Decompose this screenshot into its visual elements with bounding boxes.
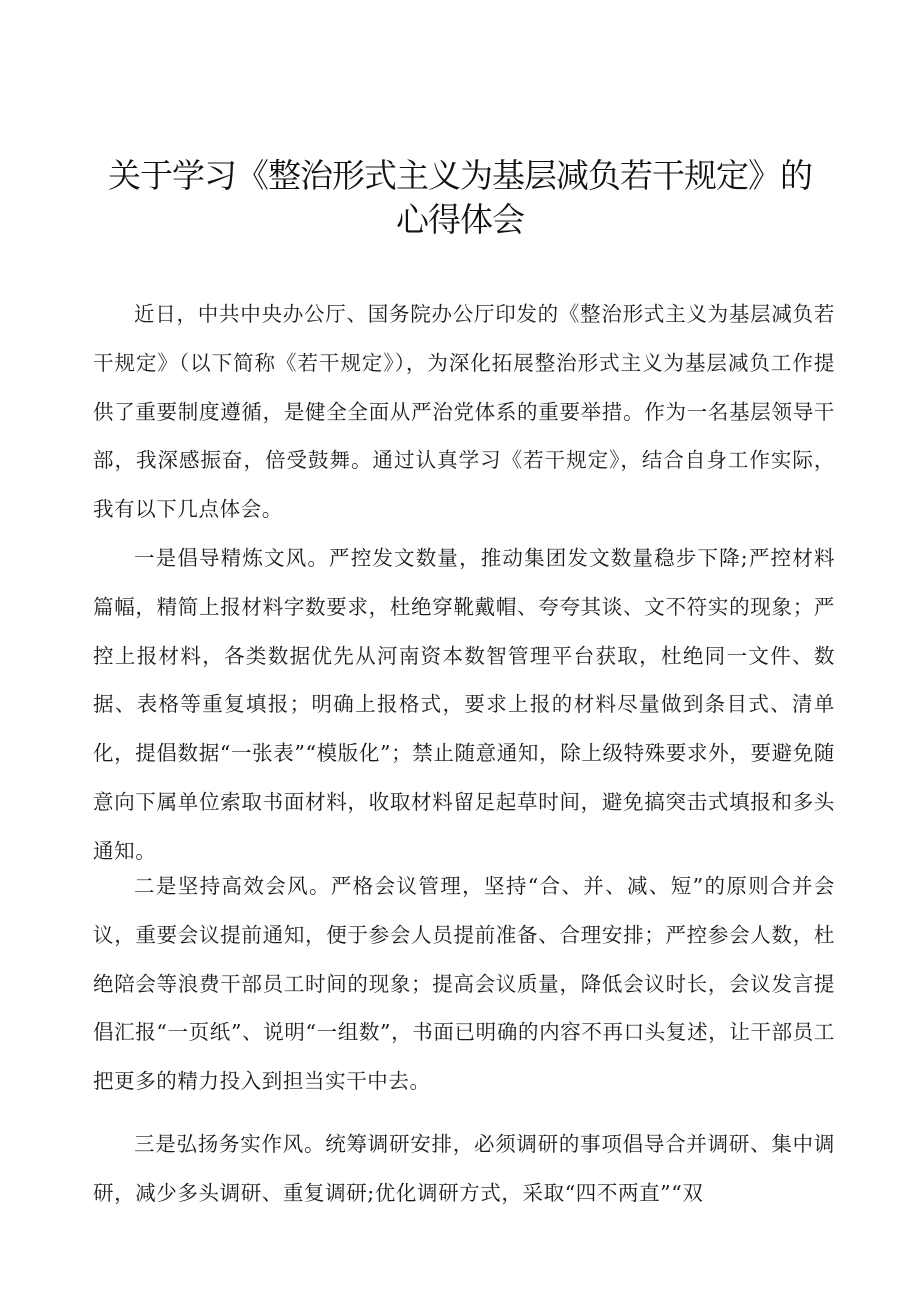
paragraph-writing-style: 一是倡导精炼文风。严控发文数量，推动集团发文数量稳步下降;严控材料篇幅，精简上报材料字数要求，杜绝穿靴戴帽、夸夸其谈、文不符实的现象；严控上报材料，各类数据优先从河南资本数智管理平台获取，杜绝同一文件、数据、表格等重复填报；明确上报格式，要求上报的材料尽量做到条目式、清单化，提倡数据“一张表”“模版化”；禁止随意通知，除上级特殊要求外，要避免随意向下属单位索取书面材料，收取材料留足起草时间，避免搞突击式填报和多头通知。 [93, 546, 835, 863]
paragraph-meeting-style: 二是坚持高效会风。严格会议管理，坚持“合、并、减、短”的原则合并会议，重要会议提前通知，便于参会人员提前准备、合理安排；严控参会人数，杜绝陪会等浪费干部员工时间的现象；提高会议质量，降低会议时长，会议发言提倡汇报“一页纸”、说明“一组数”，书面已明确的内容不再口头复述，让干部员工把更多的精力投入到担当实干中去。 [93, 874, 835, 1094]
document-title-line2: 心得体会 [396, 200, 524, 239]
document-title-line1: 关于学习《整治形式主义为基层减负若干规定》的 [108, 156, 812, 195]
paragraph-work-style: 三是弘扬务实作风。统筹调研安排，必须调研的事项倡导合并调研、集中调研，减少多头调研、重复调研;优化调研方式，采取“四不两直”“双 [93, 1132, 835, 1205]
paragraph-intro: 近日，中共中央办公厅、国务院办公厅印发的《整治形式主义为基层减负若干规定》（以下简称《若干规定》），为深化拓展整治形式主义为基层减负工作提供了重要制度遵循，是健全全面从严治党体系的重要举措。作为一名基层领导干部，我深感振奋，倍受鼓舞。通过认真学习《若干规定》，结合自身工作实际，我有以下几点体会。 [93, 302, 835, 522]
